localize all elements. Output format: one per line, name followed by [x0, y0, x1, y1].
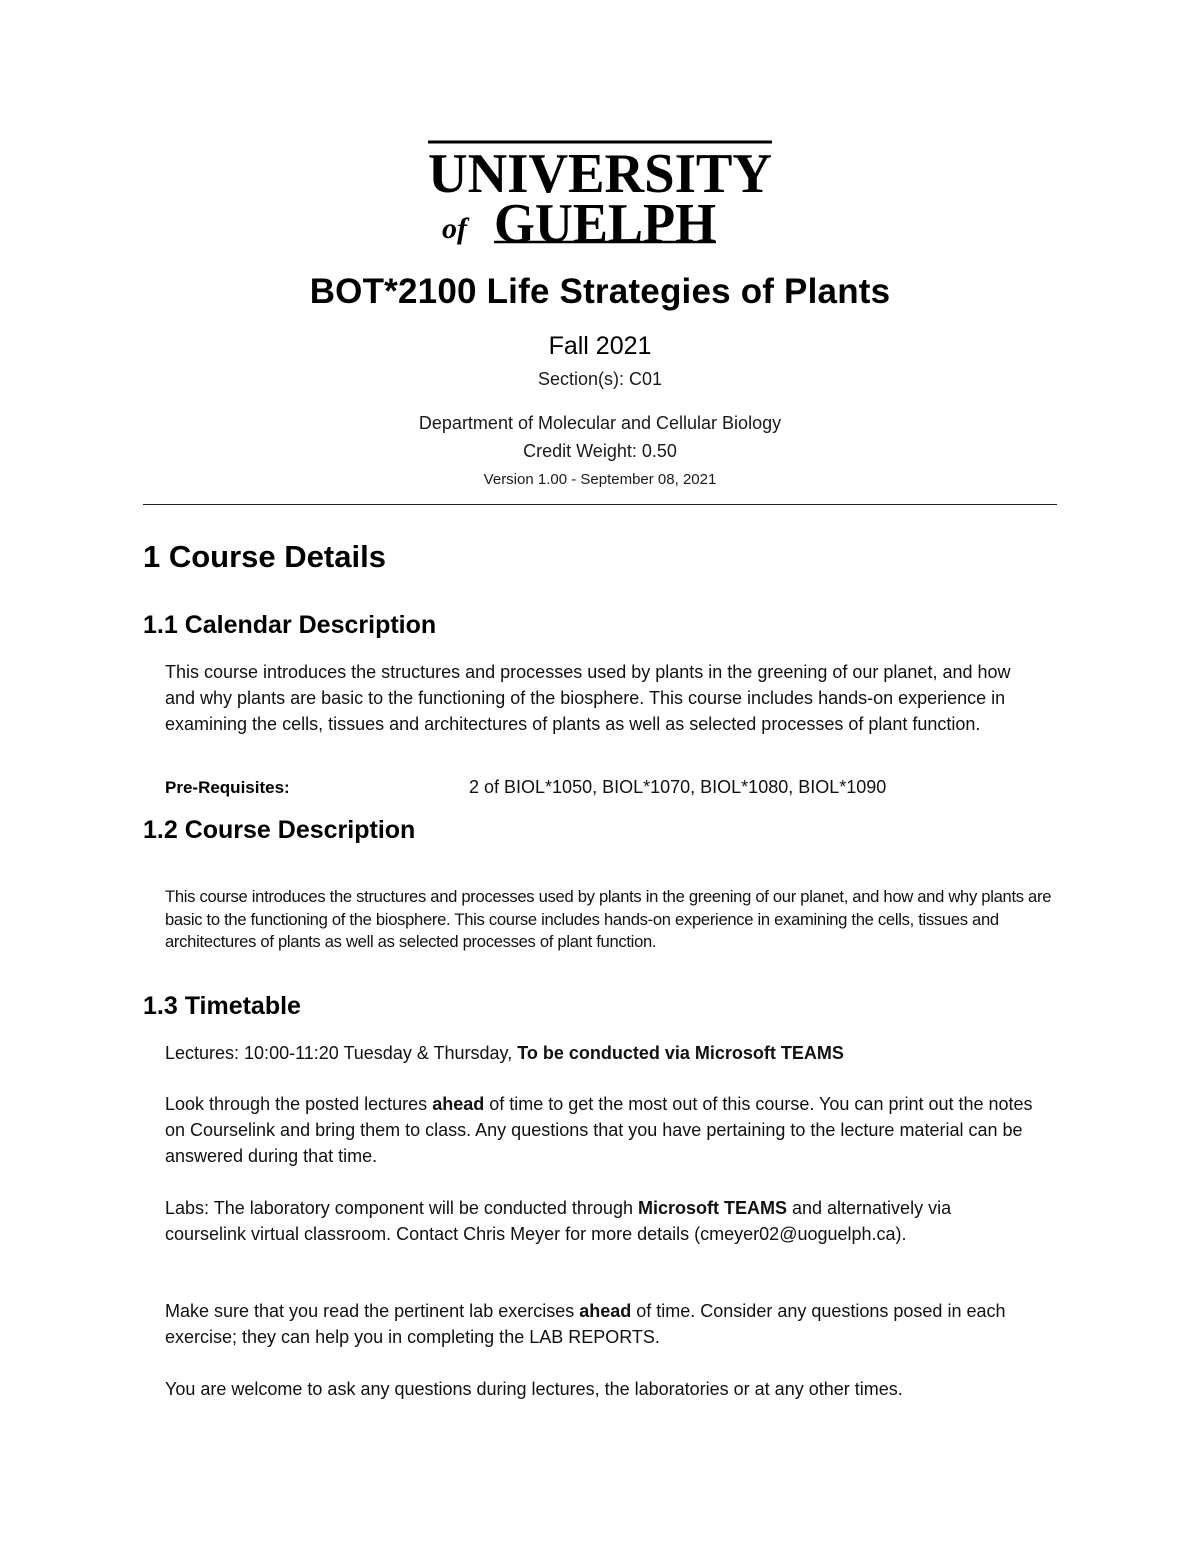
svg-text:GUELPH: GUELPH	[494, 193, 716, 252]
lab-prep-emphasis: ahead	[579, 1301, 632, 1321]
university-logo	[428, 140, 774, 252]
questions-paragraph: You are welcome to ask any questions during lectures, the laboratories or at any other times.	[165, 1379, 903, 1399]
department: Department of Molecular and Cellular Biology	[418, 413, 782, 433]
version-info: Version 1.00 - September 08, 2021	[483, 471, 717, 488]
section-info: Section(s): C01	[537, 369, 663, 389]
course-details-heading: 1 Course Details	[143, 539, 386, 574]
course-title: BOT*2100 Life Strategies of Plants	[309, 272, 891, 311]
lab-prep-paragraph	[165, 1298, 1045, 1350]
prerequisites-label: Pre-Requisites:	[165, 778, 290, 797]
svg-text:UNIVERSITY: UNIVERSITY	[428, 143, 772, 205]
calendar-description-heading: 1.1 Calendar Description	[143, 611, 437, 639]
labs-platform: Microsoft TEAMS	[637, 1198, 787, 1218]
prerequisites-value: 2 of BIOL*1050, BIOL*1070, BIOL*1080, BIOL*1090	[469, 777, 887, 797]
lecture-prep-text-start: Look through the posted lectures	[165, 1094, 433, 1114]
lab-prep-text-end: of time. Consider any questions posed in each exercise; they can help you in completing the LAB REPORTS.	[165, 1301, 1006, 1347]
course-description-text: This course introduces the structures and processes used by plants in the greening of our planet, and how and why plants are basic to the functioning of the biosphere. This course includes hands-on experience in examining the cells, tissues and architectures of plants as well as selected processes of plant function.	[165, 887, 1052, 951]
lecture-prep-text-end: of time to get the most out of this course. You can print out the notes on Courselink and bring them to class. Any questions that you have pertaining to the lecture material can be answered during that time.	[165, 1094, 1033, 1166]
lecture-prep-paragraph	[165, 1091, 1045, 1169]
lecture-prep-emphasis: ahead	[432, 1094, 485, 1114]
labs-paragraph	[165, 1195, 995, 1247]
header-divider	[143, 504, 1057, 505]
labs-text-end: and alternatively via courselink virtual classroom. Contact Chris Meyer for more details (cmeyer02@uoguelph.ca).	[165, 1198, 952, 1244]
timetable-heading: 1.3 Timetable	[143, 992, 301, 1020]
term: Fall 2021	[548, 332, 652, 360]
lectures-schedule: Lectures: 10:00-11:20 Tuesday & Thursday,	[165, 1043, 518, 1063]
labs-text-start: Labs: The laboratory component will be conducted through	[165, 1198, 638, 1218]
calendar-description-text: This course introduces the structures and processes used by plants in the greening of our planet, and how and why plants are basic to the functioning of the biosphere. This course includes hands-on experience in examining the cells, tissues and architectures of plants as well as selected processes of plant function.	[165, 662, 1011, 734]
svg-text:of: of	[442, 212, 467, 245]
course-description-heading: 1.2 Course Description	[143, 816, 416, 844]
lectures-paragraph	[165, 1040, 1055, 1066]
lab-prep-text-start: Make sure that you read the pertinent lab exercises	[165, 1301, 580, 1321]
credit-weight: Credit Weight: 0.50	[523, 441, 677, 461]
lectures-delivery: To be conducted via Microsoft TEAMS	[517, 1043, 844, 1063]
